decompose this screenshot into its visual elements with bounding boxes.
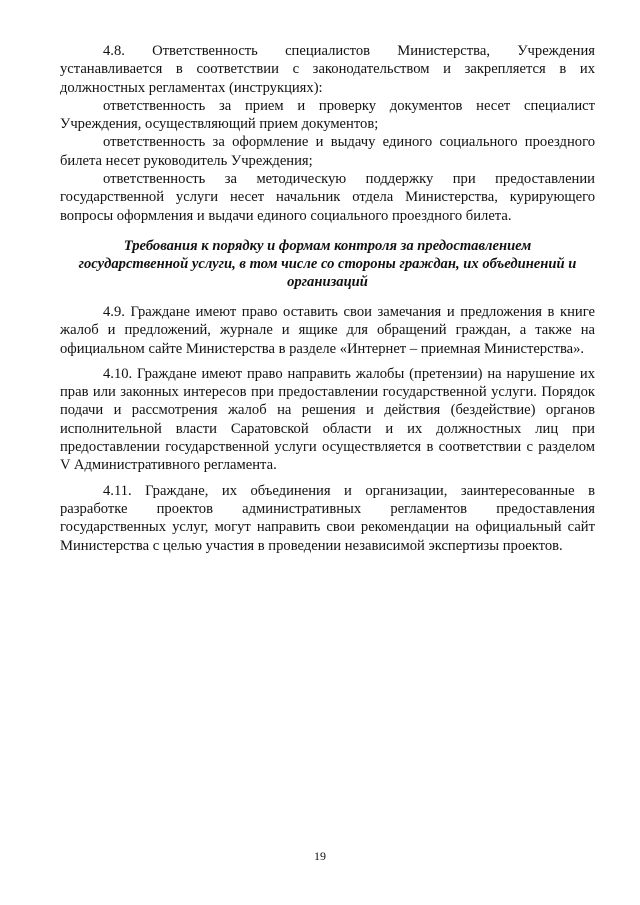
paragraph-4-8-responsibility-issuance: ответственность за оформление и выдачу единого социального проездного билета несет руководитель Учреждения; xyxy=(60,134,595,169)
paragraph-4-8-responsibility-reception: ответственность за прием и проверку документов несет специалист Учреждения, осуществляющий прием документов; xyxy=(60,97,595,133)
page-number: 19 xyxy=(314,849,326,863)
paragraph-4-8-responsibility-methodical: ответственность за методическую поддержку при предоставлении государственной услуги несет начальник отдела Министерства, курирующего вопросы оформления и выдачи единого социального проездного билета. xyxy=(60,171,595,224)
section-heading: Требования к порядку и формам контроля за предоставлением государственной услуги, в том числе со стороны граждан, их объединений и организаций xyxy=(78,237,577,290)
paragraph-4-10: 4.10. Граждане имеют право направить жалобы (претензии) на нарушение их прав или законных интересов при предоставлении государственной услуги. Порядок подачи и рассмотрения жалоб на решения и действия (бездействие) органов исполнительной власти Саратовской области и их должностных лиц при предоставлении государственной услуги осуществляется в соответствии с разделом V Административного регламента. xyxy=(60,365,595,474)
paragraph-4-8: 4.8. Ответственность специалистов Министерства, Учреждения устанавливается в соответствии с законодательством и закрепляется в их должностных регламентах (инструкциях): xyxy=(60,43,595,96)
document-page xyxy=(60,42,595,555)
paragraph-4-9: 4.9. Граждане имеют право оставить свои замечания и предложения в книге жалоб и предложений, журнале и ящике для обращений граждан, а также на официальном сайте Министерства в разделе «Интернет – приемная Министерства». xyxy=(60,303,595,357)
paragraph-4-11: 4.11. Граждане, их объединения и организации, заинтересованные в разработке проектов административных регламентов предоставления государственных услуг, могут направить свои рекомендации на официальный сайт Министерства с целью участия в проведении независимой экспертизы проектов. xyxy=(60,482,595,554)
